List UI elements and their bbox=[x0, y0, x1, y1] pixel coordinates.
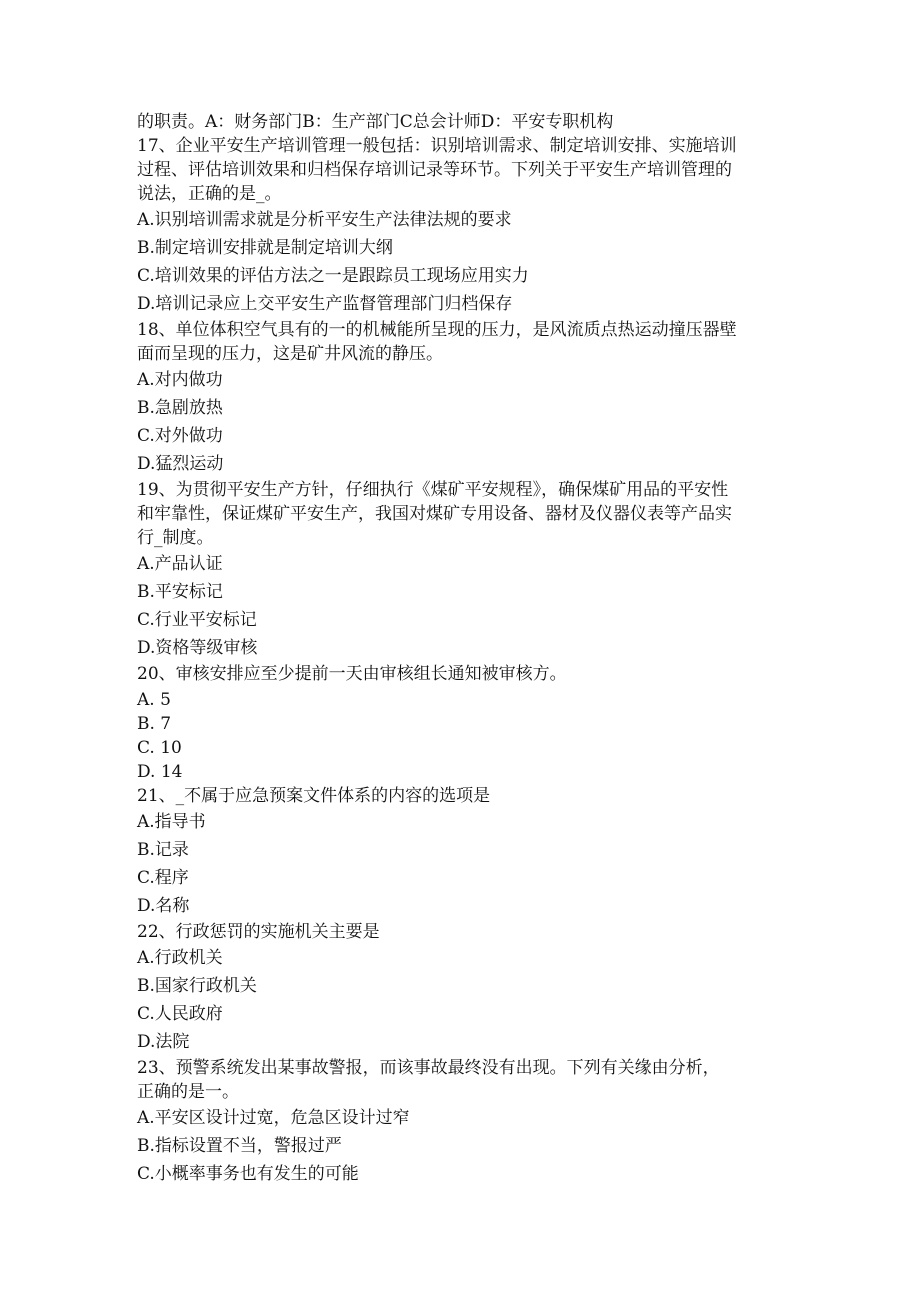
question-18 bbox=[137, 318, 787, 478]
question-text: 18、单位体积空气具有的一的机械能所呈现的压力，是风流质点热运动撞压器壁 bbox=[137, 320, 737, 340]
question-text: 20、审核安排应至少提前一天由审核组长通知被审核方。 bbox=[137, 664, 567, 684]
option-b: B.国家行政机关 bbox=[137, 976, 257, 996]
option-d: D. 14 bbox=[137, 762, 183, 782]
option-a: A.识别培训需求就是分析平安生产法律法规的要求 bbox=[137, 210, 512, 230]
option-b: B.平安标记 bbox=[137, 582, 223, 602]
option-b: B.急剧放热 bbox=[137, 398, 223, 418]
option-b: B.记录 bbox=[137, 840, 189, 860]
option-d: D.培训记录应上交平安生产监督管理部门归档保存 bbox=[137, 294, 513, 314]
question-19 bbox=[137, 478, 787, 662]
document-content bbox=[137, 110, 787, 1188]
question-text: 说法，正确的是_。 bbox=[137, 184, 282, 204]
option-d: D.名称 bbox=[137, 896, 190, 916]
question-22 bbox=[137, 920, 787, 1056]
question-text: 行_制度。 bbox=[137, 528, 214, 548]
question-21 bbox=[137, 784, 787, 920]
option-c: C.小概率事务也有发生的可能 bbox=[137, 1164, 359, 1184]
option-c: C. 10 bbox=[137, 738, 182, 758]
question-text: 面而呈现的压力，这是矿井风流的静压。 bbox=[137, 344, 443, 364]
question-17 bbox=[137, 134, 787, 318]
option-a: A.行政机关 bbox=[137, 948, 223, 968]
option-c: C.培训效果的评估方法之一是跟踪员工现场应用实力 bbox=[137, 266, 529, 286]
question-text: 正确的是一。 bbox=[137, 1082, 239, 1102]
option-a: A. 5 bbox=[137, 690, 171, 710]
question-text: 19、为贯彻平安生产方针，仔细执行《煤矿平安规程》，确保煤矿用品的平安性 bbox=[137, 480, 729, 500]
question-text: 22、行政惩罚的实施机关主要是 bbox=[137, 922, 380, 942]
question-text: 和牢靠性，保证煤矿平安生产，我国对煤矿专用设备、器材及仪器仪表等产品实 bbox=[137, 504, 732, 524]
option-d: D.法院 bbox=[137, 1032, 190, 1052]
option-c: C.行业平安标记 bbox=[137, 610, 257, 630]
option-a: A.对内做功 bbox=[137, 370, 223, 390]
option-a: A.平安区设计过宽，危急区设计过窄 bbox=[137, 1108, 410, 1128]
option-c: C.对外做功 bbox=[137, 426, 223, 446]
question-text: 17、企业平安生产培训管理一般包括：识别培训需求、制定培训安排、实施培训 bbox=[137, 136, 737, 156]
option-a: A.指导书 bbox=[137, 812, 206, 832]
option-c: C.程序 bbox=[137, 868, 189, 888]
question-text: 过程、评估培训效果和归档保存培训记录等环节。下列关于平安生产培训管理的 bbox=[137, 160, 732, 180]
option-b: B.制定培训安排就是制定培训大纲 bbox=[137, 238, 393, 258]
question-23 bbox=[137, 1056, 787, 1188]
option-a: A.产品认证 bbox=[137, 554, 223, 574]
continuation-text: 的职责。A：财务部门B：生产部门C总会计师D：平安专职机构 bbox=[137, 112, 614, 132]
option-c: C.人民政府 bbox=[137, 1004, 223, 1024]
question-text: 21、_不属于应急预案文件体系的内容的选项是 bbox=[137, 786, 491, 806]
question-text: 23、预警系统发出某事故警报，而该事故最终没有出现。下列有关缘由分析， bbox=[137, 1058, 720, 1078]
question-20 bbox=[137, 662, 787, 784]
option-d: D.猛烈运动 bbox=[137, 454, 224, 474]
option-d: D.资格等级审核 bbox=[137, 638, 258, 658]
option-b: B. 7 bbox=[137, 714, 172, 734]
option-b: B.指标设置不当，警报过严 bbox=[137, 1136, 342, 1156]
